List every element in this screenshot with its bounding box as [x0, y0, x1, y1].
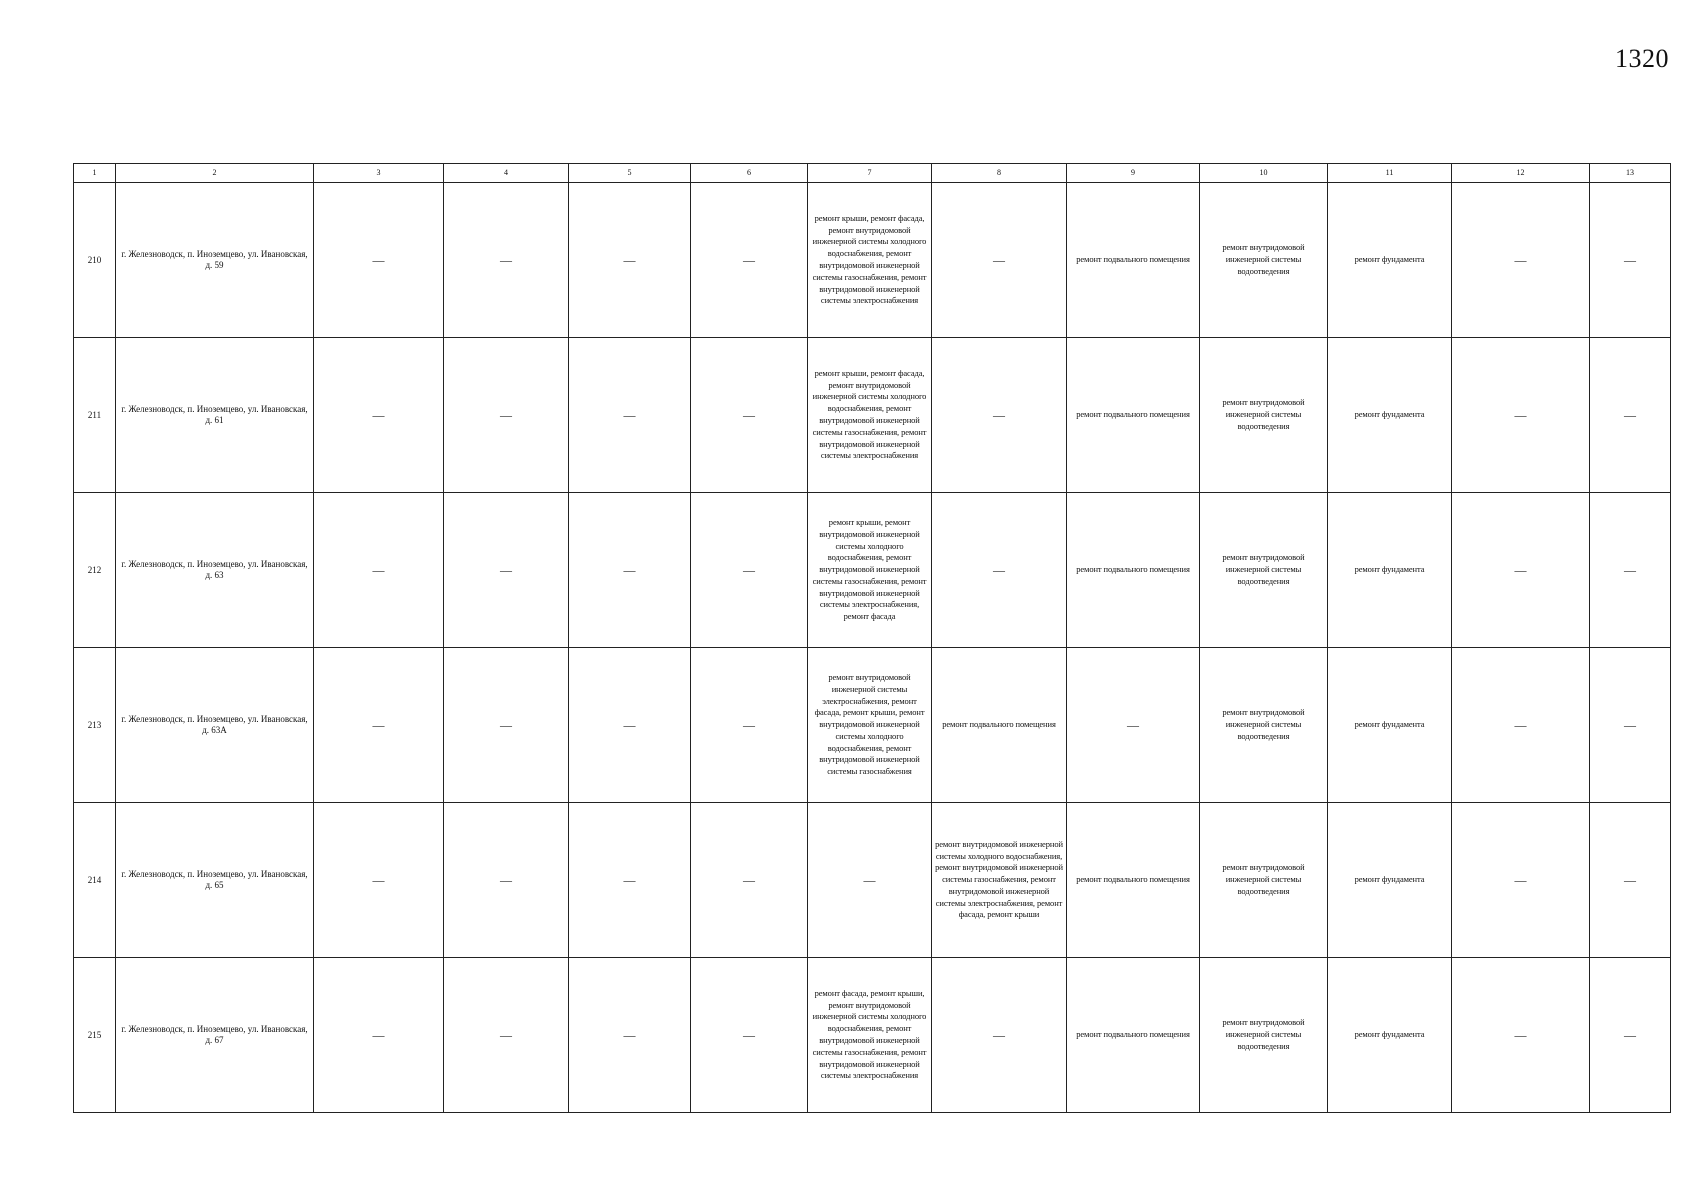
work-type-cell: ремонт внутридомовой инженерной системы водоотведения: [1200, 183, 1328, 338]
empty-dash-cell: —: [569, 338, 691, 493]
table-row: [74, 958, 1671, 1113]
empty-dash-cell: —: [932, 183, 1067, 338]
empty-dash-cell: —: [1452, 803, 1590, 958]
empty-dash-cell: —: [932, 338, 1067, 493]
empty-dash-cell: —: [444, 338, 569, 493]
row-number: 212: [74, 493, 116, 648]
work-type-cell: ремонт фундамента: [1328, 183, 1452, 338]
empty-dash-cell: —: [1452, 183, 1590, 338]
empty-dash-cell: —: [444, 648, 569, 803]
empty-dash-cell: —: [932, 493, 1067, 648]
table-row: [74, 183, 1671, 338]
work-type-cell: ремонт внутридомовой инженерной системы электроснабжения, ремонт фасада, ремонт крыши, ремонт внутридомовой инженерной системы холодного водоснабжения, ремонт внутридомовой инженерной системы газоснабжения: [808, 648, 932, 803]
column-header-6: 6: [691, 164, 808, 183]
empty-dash-cell: —: [1590, 648, 1671, 803]
column-header-3: 3: [314, 164, 444, 183]
empty-dash-cell: —: [1590, 183, 1671, 338]
empty-dash-cell: —: [1067, 648, 1200, 803]
column-header-4: 4: [444, 164, 569, 183]
table-row: [74, 493, 1671, 648]
work-type-cell: ремонт фундамента: [1328, 338, 1452, 493]
empty-dash-cell: —: [691, 803, 808, 958]
empty-dash-cell: —: [314, 958, 444, 1113]
empty-dash-cell: —: [314, 648, 444, 803]
work-type-cell: ремонт крыши, ремонт внутридомовой инженерной системы холодного водоснабжения, ремонт внутридомовой инженерной системы газоснабжения, ремонт внутридомовой инженерной системы электроснабжения, ремонт фасада: [808, 493, 932, 648]
address-cell: г. Железноводск, п. Иноземцево, ул. Ивановская, д. 67: [116, 958, 314, 1113]
table-header: [74, 164, 1671, 183]
column-header-2: 2: [116, 164, 314, 183]
column-header-10: 10: [1200, 164, 1328, 183]
empty-dash-cell: —: [1590, 958, 1671, 1113]
table-body: [74, 183, 1671, 1113]
work-type-cell: ремонт внутридомовой инженерной системы водоотведения: [1200, 958, 1328, 1113]
work-type-cell: ремонт подвального помещения: [932, 648, 1067, 803]
work-type-cell: ремонт внутридомовой инженерной системы водоотведения: [1200, 493, 1328, 648]
empty-dash-cell: —: [314, 493, 444, 648]
empty-dash-cell: —: [314, 803, 444, 958]
empty-dash-cell: —: [1452, 958, 1590, 1113]
address-cell: г. Железноводск, п. Иноземцево, ул. Ивановская, д. 65: [116, 803, 314, 958]
page-number: 1320: [1615, 44, 1669, 73]
work-type-cell: ремонт внутридомовой инженерной системы водоотведения: [1200, 803, 1328, 958]
empty-dash-cell: —: [691, 958, 808, 1113]
work-type-cell: ремонт крыши, ремонт фасада, ремонт внутридомовой инженерной системы холодного водоснабжения, ремонт внутридомовой инженерной системы газоснабжения, ремонт внутридомовой инженерной системы электроснабжения: [808, 183, 932, 338]
address-cell: г. Железноводск, п. Иноземцево, ул. Ивановская, д. 61: [116, 338, 314, 493]
address-cell: г. Железноводск, п. Иноземцево, ул. Ивановская, д. 63: [116, 493, 314, 648]
row-number: 215: [74, 958, 116, 1113]
table-row: [74, 648, 1671, 803]
column-header-5: 5: [569, 164, 691, 183]
work-type-cell: ремонт фундамента: [1328, 958, 1452, 1113]
column-header-13: 13: [1590, 164, 1671, 183]
empty-dash-cell: —: [569, 183, 691, 338]
work-type-cell: ремонт подвального помещения: [1067, 958, 1200, 1113]
empty-dash-cell: —: [932, 958, 1067, 1113]
work-type-cell: ремонт подвального помещения: [1067, 183, 1200, 338]
column-header-7: 7: [808, 164, 932, 183]
address-cell: г. Железноводск, п. Иноземцево, ул. Ивановская, д. 59: [116, 183, 314, 338]
table-row: [74, 803, 1671, 958]
empty-dash-cell: —: [569, 648, 691, 803]
empty-dash-cell: —: [444, 958, 569, 1113]
work-type-cell: ремонт подвального помещения: [1067, 493, 1200, 648]
work-type-cell: ремонт фасада, ремонт крыши, ремонт внутридомовой инженерной системы холодного водоснабжения, ремонт внутридомовой инженерной системы газоснабжения, ремонт внутридомовой инженерной системы электроснабжения: [808, 958, 932, 1113]
column-header-8: 8: [932, 164, 1067, 183]
work-type-cell: ремонт внутридомовой инженерной системы холодного водоснабжения, ремонт внутридомовой инженерной системы газоснабжения, ремонт внутридомовой инженерной системы электроснабжения, ремонт фасада, ремонт крыши: [932, 803, 1067, 958]
row-number: 210: [74, 183, 116, 338]
empty-dash-cell: —: [444, 493, 569, 648]
empty-dash-cell: —: [1452, 648, 1590, 803]
empty-dash-cell: —: [691, 493, 808, 648]
header-row: [74, 164, 1671, 183]
column-header-1: 1: [74, 164, 116, 183]
row-number: 211: [74, 338, 116, 493]
row-number: 213: [74, 648, 116, 803]
column-header-9: 9: [1067, 164, 1200, 183]
work-type-cell: ремонт фундамента: [1328, 648, 1452, 803]
address-cell: г. Железноводск, п. Иноземцево, ул. Ивановская, д. 63А: [116, 648, 314, 803]
table-row: [74, 338, 1671, 493]
empty-dash-cell: —: [444, 183, 569, 338]
empty-dash-cell: —: [444, 803, 569, 958]
empty-dash-cell: —: [1452, 493, 1590, 648]
work-type-cell: ремонт подвального помещения: [1067, 803, 1200, 958]
work-type-cell: ремонт крыши, ремонт фасада, ремонт внутридомовой инженерной системы холодного водоснабжения, ремонт внутридомовой инженерной системы газоснабжения, ремонт внутридомовой инженерной системы электроснабжения: [808, 338, 932, 493]
empty-dash-cell: —: [691, 648, 808, 803]
empty-dash-cell: —: [1590, 493, 1671, 648]
column-header-11: 11: [1328, 164, 1452, 183]
work-type-cell: ремонт внутридомовой инженерной системы водоотведения: [1200, 338, 1328, 493]
empty-dash-cell: —: [569, 493, 691, 648]
work-type-cell: ремонт фундамента: [1328, 803, 1452, 958]
repair-register-table: [73, 163, 1671, 1113]
empty-dash-cell: —: [808, 803, 932, 958]
empty-dash-cell: —: [1590, 803, 1671, 958]
empty-dash-cell: —: [569, 803, 691, 958]
empty-dash-cell: —: [314, 183, 444, 338]
row-number: 214: [74, 803, 116, 958]
empty-dash-cell: —: [691, 183, 808, 338]
column-header-12: 12: [1452, 164, 1590, 183]
empty-dash-cell: —: [314, 338, 444, 493]
empty-dash-cell: —: [1590, 338, 1671, 493]
work-type-cell: ремонт внутридомовой инженерной системы водоотведения: [1200, 648, 1328, 803]
work-type-cell: ремонт подвального помещения: [1067, 338, 1200, 493]
empty-dash-cell: —: [569, 958, 691, 1113]
empty-dash-cell: —: [1452, 338, 1590, 493]
work-type-cell: ремонт фундамента: [1328, 493, 1452, 648]
empty-dash-cell: —: [691, 338, 808, 493]
